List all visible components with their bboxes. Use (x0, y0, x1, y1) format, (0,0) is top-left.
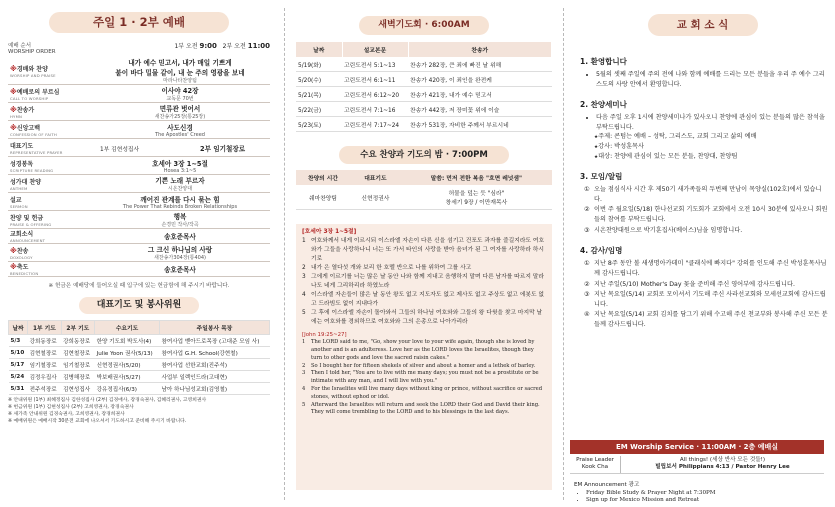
table-cell: 5/20(수) (296, 72, 342, 87)
scripture-ref-kr: [호세아 3장 1~5절] (302, 229, 357, 235)
news-sub-bullet: ★ 대상: 찬양에 관심이 있는 모든 분들, 찬양대, 찬양팀 (594, 152, 829, 162)
verse-number: 3 (302, 273, 306, 280)
table-cell: 임기철장로 (61, 359, 94, 371)
time2: 11:00 (247, 42, 270, 50)
worship-order-label: ※경배와 찬양 WORSHIP AND PRAISE (8, 57, 90, 85)
required-star-icon: ※ (10, 64, 17, 73)
worship-order-label-en: CONFESSION OF FAITH (10, 131, 57, 137)
content-line: 송호준목사 (164, 233, 196, 241)
table-cell: 남아 하나님성교회(김영철) (159, 383, 269, 395)
news-heading: 2. 찬양세미나 (580, 100, 627, 110)
prayer-service-title: 대표기도 및 봉사위원 (79, 297, 199, 314)
worship-order-content (90, 193, 270, 211)
news-bullet: • 다음 주일 오후 1시에 찬양세미나가 있사오니 찬양에 관심이 있는 분들의 많은 참석을 부탁드립니다. (596, 113, 829, 132)
table-row (9, 371, 270, 383)
verse-text: Afterward the Israelites will return and seek the LORD their God and David their king. They will come trembling to the LORD and to his blessings in the last days. (311, 401, 540, 416)
order-kr: 예배 순서 (8, 43, 32, 49)
table-header-row (9, 321, 270, 335)
verse-kr (302, 291, 546, 309)
prayer-footnotes (8, 398, 270, 426)
table-cell: 찬송가 442장, 저 장미꽃 위에 이슬 (408, 102, 552, 117)
worship-order-row (8, 193, 270, 211)
item-number-icon: ① (584, 186, 590, 194)
verse-text: For the Israelites will live many days without king or prince, without sacrifice or sacred stones, without ephod or idol. (311, 385, 543, 400)
table-header: 설교본문 (342, 42, 408, 57)
service-times (174, 41, 270, 55)
scripture-box (296, 224, 552, 490)
table-header-row (296, 42, 552, 57)
worship-order-row (8, 244, 270, 262)
news-item (584, 310, 829, 329)
table-row (296, 72, 552, 87)
morning-prayer-table (296, 42, 552, 132)
item-text: 지난 목요일(5/14) 교회로 모이셔서 기도해 주신 사라선교회와 모세선교회에 감사드립니다. (594, 291, 826, 308)
news-section (580, 56, 829, 89)
worship-order-label-en: SCRIPTURE READING (10, 167, 54, 173)
news-list (576, 56, 829, 330)
item-number-icon: ④ (584, 311, 590, 319)
worship-order-row (8, 262, 270, 277)
table-cell: 5/17 (9, 359, 28, 371)
table-cell: 참여사업 벧아드로목장 (고대준 모임 사) (159, 335, 269, 347)
em-message (621, 456, 824, 473)
table-row (9, 335, 270, 347)
table-cell: 찬송가 531장, 자비한 주께서 부르시네 (408, 117, 552, 132)
table-cell: 고린도전서 5:1~13 (342, 57, 408, 72)
worship-order-sub: 마라나타찬양팀 (163, 78, 197, 84)
order-en: WORSHIP ORDER (8, 49, 56, 55)
table-header: 1부 기도 (28, 321, 61, 335)
verse-number: 2 (302, 362, 306, 369)
worship-order-label: 찬양 및 헌금 PRAISE & OFFERING (8, 211, 90, 229)
table-cell: 신현정권사(5/20) (95, 359, 160, 371)
table-cell: 5/3 (9, 335, 28, 347)
wednesday-title: 수요 찬양과 기도의 밤 · 7:00PM (339, 146, 509, 164)
footnote: ※ 예배위원은 예배시작 30분전 교회에 나오셔서 기도하시고 준비해 주시기 바랍니다. (8, 418, 187, 424)
news-item (584, 259, 829, 278)
worship-order-row (8, 85, 270, 103)
news-section (580, 99, 829, 161)
worship-order-row (8, 157, 270, 175)
table-cell: 임기철장로 (28, 359, 61, 371)
verse-en (302, 370, 546, 386)
footnote: ※ 헌금위원 (1부) 김현성집사 (2부) 고희영권사, 장경숙권사 (8, 404, 134, 410)
table-cell: 고린도전서 6:1~11 (342, 72, 408, 87)
sermon-title: 허물을 덮는 듯 "심라" (448, 191, 505, 197)
verse-text: 이스라엘 자손들이 많은 날 동안 왕도 없고 지도자도 없고 제사도 없고 주상도 없고 에봇도 없고 드라빔도 없이 지내다가 (311, 291, 544, 307)
verse-kr (302, 264, 546, 273)
verse-kr (302, 273, 546, 291)
worship-order-label: ※찬송 DOXOLOGY (8, 244, 90, 262)
worship-order-sub: 손경민 작사/작곡 (161, 222, 199, 228)
table-cell: 쉐마찬양팀 (296, 185, 350, 210)
content-line: 행복 (173, 213, 187, 221)
content-line: 그 크신 하나님의 사랑 (147, 246, 213, 254)
split-second: 2부 임기철장로 (200, 144, 246, 153)
news-title: 교 회 소 식 (648, 14, 758, 36)
sermon-ref: 창세기 9장 / 이만재목사 (445, 200, 508, 206)
em-line1: All things! (세상 반사 모든 것들!) (679, 457, 766, 463)
scripture-ref-en: [John 19:25~27] (302, 331, 347, 338)
worship-order-sub: The Apostles' Creed (155, 131, 205, 138)
em-ann-item: • Sign up for Mexico Mission and Retreat (586, 497, 824, 505)
worship-title: 주일 1 · 2부 예배 (49, 12, 229, 33)
news-section (580, 245, 829, 329)
table-row (9, 347, 270, 359)
verse-en (302, 386, 546, 402)
content-line: 송호준목사 (164, 266, 196, 274)
news-heading: 1. 환영합니다 (580, 57, 627, 66)
footnote: ※ 안내위원 (1부) 최혜정집사 김한성집사 (2부) 김경애사, 장경숙권사, 김혜리권사, 고영희권사 (8, 398, 207, 403)
order-label (8, 41, 56, 55)
worship-order-sub: 시온찬양대 (167, 186, 193, 192)
verse-text: 그에게 이르기를 너는 많은 날 동안 나와 함께 지내고 음행하지 말며 다른 남자를 따르지 말라 나도 네게 그리하리라 하였노라 (311, 273, 544, 289)
worship-order-sub: 새찬송가25장(통25장) (154, 114, 206, 120)
worship-order-sub: The Power That Rebinds Broken Relationships (122, 203, 238, 210)
content-line: 호세아 3장 1~5절 (152, 159, 208, 168)
verse-text: 내가 은 열다섯 개와 보리 한 호멜 반으로 나를 위하여 그를 사고 (311, 264, 472, 271)
verse-number: 1 (302, 237, 306, 244)
table-cell: 고린도전서 6:12~20 (342, 87, 408, 102)
wednesday-table (296, 170, 552, 210)
news-heading: 3. 모임/알림 (580, 172, 623, 182)
verse-text: 여호와께서 내게 이르시되 이스라엘 자손이 다른 신을 섬기고 건포도 과자를 즐길지라도 여호와가 그들을 사랑하나니 너는 또 가서 타인의 사랑을 받아 음녀가 된 그 여자를 사랑하라 하시기로 (311, 237, 545, 262)
worship-order-label-en: DOXOLOGY (10, 254, 33, 260)
table-cell: 고린도전서 7:1~16 (342, 102, 408, 117)
worship-order-label-en: SERMON (10, 203, 28, 209)
table-cell: 강유정집사(6/3) (95, 383, 160, 395)
worship-meta (8, 41, 270, 55)
news-items (580, 185, 829, 235)
praise-leader (570, 456, 621, 473)
worship-order-content (90, 103, 270, 121)
table-cell: 김병해장로 (61, 371, 94, 383)
worship-order-content (90, 229, 270, 244)
content-line: 내가 예수 믿고서, 내가 매일 기쁘게 (128, 59, 232, 67)
news-column (570, 0, 835, 507)
verse-en (302, 339, 546, 362)
praise-leader-label: Praise Leader (576, 457, 614, 463)
content-line: 면류관 벗어서 (159, 105, 201, 113)
news-bullets (580, 70, 829, 89)
verse-en (302, 363, 546, 371)
time1-label: 1부 오전 (174, 43, 198, 50)
em-info-row (570, 456, 824, 474)
time2-label: 2부 오전 (222, 43, 246, 50)
worship-order-label: 대표기도 REPRESENTATIVE PRAYER (8, 139, 90, 157)
table-cell: 5/22(금) (296, 102, 342, 117)
morning-prayer-title: 새벽기도회 · 6:00AM (359, 16, 489, 35)
table-header-row (296, 170, 552, 185)
prayer-column (292, 0, 556, 507)
table-row (296, 102, 552, 117)
worship-order-content (90, 85, 270, 103)
verse-number: 2 (302, 264, 306, 271)
verse-text: Then I told her, "You are to live with me many days; you must not be a prostitute or be intimate with any man, and I will live with you." (311, 370, 539, 385)
news-bullets (580, 113, 829, 132)
table-cell: 김현철장로 (61, 347, 94, 359)
worship-order-content (90, 57, 270, 85)
news-heading: 4. 감사/임명 (580, 246, 623, 256)
worship-order-sub: 교독문 70번 (166, 96, 194, 102)
worship-order-sub: 새찬송가304장(통404) (154, 255, 206, 261)
table-cell: 신현정권사 (350, 185, 401, 210)
table-cell: 참여사업 선한교회(진주석) (159, 359, 269, 371)
content-line: 사도신경 (167, 123, 193, 132)
worship-order-label-en: HYMN (10, 113, 23, 119)
worship-order-row (8, 121, 270, 139)
table-header: 날짜 (9, 321, 28, 335)
worship-order-content (90, 211, 270, 229)
table-cell: 찬송가 420장, 이 죄인을 완전케 (408, 72, 552, 87)
table-header: 주일봉사 목장 (159, 321, 269, 335)
em-ann-list (574, 490, 824, 505)
table-header: 찬송가 (408, 42, 552, 57)
worship-order-label: 성경봉독 SCRIPTURE READING (8, 157, 90, 175)
table-header: 수요기도 (95, 321, 160, 335)
item-text: 이번 주 월요일(5/18) 한나선교회 기도회가 교회에서 오전 10시 30분에 있사오니 회원들의 참여를 부탁드립니다. (594, 206, 828, 224)
news-item (584, 205, 829, 224)
table-cell: 고린도전서 7:17~24 (342, 117, 408, 132)
item-number-icon: ③ (584, 291, 590, 299)
table-row (296, 57, 552, 72)
worship-order-content (90, 139, 270, 157)
footnote: ※ 새가족 안내위원 김경숙권사, 고희영권사, 장경희권사 (8, 411, 125, 417)
table-row (296, 185, 552, 210)
verse-kr (302, 309, 546, 327)
em-ann-title: EM Announcement 광고 (574, 482, 640, 488)
table-header: 대표기도 (350, 170, 401, 185)
item-number-icon: ② (584, 206, 590, 214)
verse-number: 1 (302, 339, 306, 346)
news-bullet: • 5월의 셋째 주일에 주의 전에 나와 함께 예배를 드리는 모든 분들을 우리 주 예수 그리스도의 사랑 안에서 환영합니다. (596, 70, 829, 89)
worship-order-row (8, 229, 270, 244)
split-first: 1부 김현성집사 (100, 146, 140, 153)
table-header: 날짜 (296, 42, 342, 57)
table-header: 말씀: 먼저 전한 복음 "흐면 레넛샘" (401, 170, 552, 185)
worship-order-sub: Hosea 3:1~5 (163, 167, 197, 174)
worship-order-label-en: BENEDICTION (10, 271, 39, 276)
table-cell: 5/24 (9, 371, 28, 383)
worship-order-table (8, 57, 270, 277)
table-cell: 5/19(화) (296, 57, 342, 72)
news-items (580, 259, 829, 329)
table-header: 2부 기도 (61, 321, 94, 335)
content-line: 깨어진 관계를 다시 묶는 힘 (140, 195, 220, 204)
required-star-icon: ※ (10, 87, 17, 96)
prayer-service-table (8, 320, 270, 395)
table-cell: 김현철장로 (28, 347, 61, 359)
required-star-icon: ※ (10, 123, 17, 132)
offering-note: ※ 헌금은 예배당에 들어오실 때 입구에 있는 헌금함에 해 주시기 바랍니다. (48, 283, 230, 289)
news-item (584, 280, 829, 290)
table-cell: 5/21(목) (296, 87, 342, 102)
verse-text: So I bought her for fifteen shekels of silver and about a homer and a lethek of barley. (311, 362, 536, 369)
item-text: 지난 주일(5/10) Mother's Day 꽃을 준비해 주신 영어부에 감사드립니다. (594, 280, 795, 288)
table-cell: 김정우집사 (28, 371, 61, 383)
worship-order-label-en: CALL TO WORSHIP (10, 95, 49, 101)
verse-number: 5 (302, 309, 306, 316)
item-number-icon: ③ (584, 226, 590, 234)
table-row (9, 359, 270, 371)
worship-order-row (8, 57, 270, 85)
verse-number: 3 (302, 370, 306, 377)
worship-order-row (8, 211, 270, 229)
item-number-icon: ② (584, 280, 590, 288)
item-text: 시온찬양대원으로 박기훈집사(베이스)님을 임명합니다. (594, 226, 743, 234)
news-item (584, 226, 829, 236)
worship-order-label: ※찬송가 HYMN (8, 103, 90, 121)
praise-leader-name: Kook Cha (581, 464, 609, 471)
verse-kr (302, 237, 546, 264)
news-sub-bullets (580, 132, 829, 161)
required-star-icon: ※ (10, 105, 17, 114)
column-divider-1 (284, 8, 285, 500)
item-text: 오늘 점심식사 시간 후 제50기 새가족들의 두번째 만남이 목양실(102호)에서 있습니다. (594, 186, 822, 203)
worship-order-label: ※축도 BENEDICTION (8, 262, 90, 277)
worship-order-row (8, 139, 270, 157)
table-cell: Julie Yoon 권사(5/13) (95, 347, 160, 359)
worship-order-row (8, 103, 270, 121)
worship-order-label: ※신앙고백 CONFESSION OF FAITH (8, 121, 90, 139)
table-cell: 5/31 (9, 383, 28, 395)
worship-order-label: 교회소식 ANNOUNCEMENT (8, 229, 90, 244)
worship-order-content (90, 244, 270, 262)
column-divider-2 (563, 8, 564, 500)
worship-order-content (90, 175, 270, 193)
content-line: 기쁜 노래 부르자 (155, 177, 205, 185)
required-star-icon: ※ (10, 263, 17, 271)
worship-order-label-en: WORSHIP AND PRAISE (10, 72, 56, 78)
table-row (9, 383, 270, 395)
worship-order-content (90, 121, 270, 139)
table-cell: 박보배권사(5/27) (95, 371, 160, 383)
em-line2: 빌립보서 Philippians 4:13 / Pastor Henry Lee (655, 464, 790, 471)
worship-order-label-en: ANTHEM (10, 185, 28, 191)
item-text: 지난 목요일(5/14) 교회 김치를 담그기 위해 수고해 주신 천교부와 봉사해 주신 모든 분들께 감사드립니다. (594, 311, 828, 328)
news-sub-bullet: ★ 주제: 콘텀는 예배 – 성탁, 그리스도, 교회 그리고 삶의 예배 (594, 132, 829, 142)
table-cell: 강희동장로 (61, 335, 94, 347)
table-row (296, 87, 552, 102)
item-text: 지난 8주 동안 볼 새생명아카데미 "클래식에 빠지다" 강의를 인도해 주신 박성훈목사님께 감사드립니다. (594, 260, 827, 277)
worship-column (0, 0, 278, 507)
table-cell: 사업부 일렉인드라(고대현) (159, 371, 269, 383)
verse-text: The LORD said to me, "Go, show your love to your wife again, though she is loved by another and is an adulteress. Love her as the LORD loves the Israelites, though they turn to other gods and love the sacred raisin cakes." (311, 339, 535, 361)
news-sub-bullet: ★ 강사: 박성훈목사 (594, 142, 829, 152)
content-line: 붙이 바다 밀물 같이, 내 눈 주의 영광을 보네 (115, 69, 245, 77)
worship-order-label-en: ANNOUNCEMENT (10, 238, 46, 243)
table-header: 찬양의 시간 (296, 170, 350, 185)
table-cell: 5/10 (9, 347, 28, 359)
news-item (584, 290, 829, 309)
table-cell: 전주석장로 (28, 383, 61, 395)
worship-order-content (90, 262, 270, 277)
worship-order-label: 성가대 찬양 ANTHEM (8, 175, 90, 193)
verse-number: 4 (302, 385, 306, 392)
table-cell: 한양 기도회 박도사(4) (95, 335, 160, 347)
verse-number: 4 (302, 291, 306, 298)
table-cell (401, 185, 552, 210)
worship-order-label: 설교 SERMON (8, 193, 90, 211)
news-item (584, 185, 829, 204)
item-number-icon: ① (584, 260, 590, 268)
table-cell: 5/23(토) (296, 117, 342, 132)
worship-order-content (90, 157, 270, 175)
worship-order-row (8, 175, 270, 193)
verse-en (302, 402, 546, 418)
verse-number: 5 (302, 401, 306, 408)
content-line: 이사야 42장 (161, 87, 199, 95)
table-cell: 찬송가 282장, 큰 죄에 빠진 날 위해 (408, 57, 552, 72)
table-cell: 찬송가 421장, 내가 예수 믿고서 (408, 87, 552, 102)
em-announcements (574, 482, 824, 505)
table-cell: 강희동장로 (28, 335, 61, 347)
em-title: EM Worship Service · 11:00AM · 2층 예배실 (570, 440, 824, 454)
table-cell: 참여사업 G.H. School(강현철) (159, 347, 269, 359)
table-row (296, 117, 552, 132)
verse-text: 그 후에 이스라엘 자손이 돌아와서 그들의 하나님 여호와와 그들의 왕 다윗을 찾고 마지막 날에는 여호와를 경외하므로 여호와와 그의 은총으로 나아가리라 (311, 309, 543, 325)
worship-order-label: ※예배로의 부르심 CALL TO WORSHIP (8, 85, 90, 103)
table-cell: 김현성집사 (61, 383, 94, 395)
worship-order-label-en: PRAISE & OFFERING (10, 221, 52, 227)
time1: 9:00 (199, 42, 217, 50)
worship-order-label-en: REPRESENTATIVE PRAYER (10, 149, 63, 155)
em-ann-item: • Friday Bible Study & Prayer Night at 7:30PM (586, 490, 824, 498)
news-section (580, 171, 829, 235)
required-star-icon: ※ (10, 246, 17, 255)
